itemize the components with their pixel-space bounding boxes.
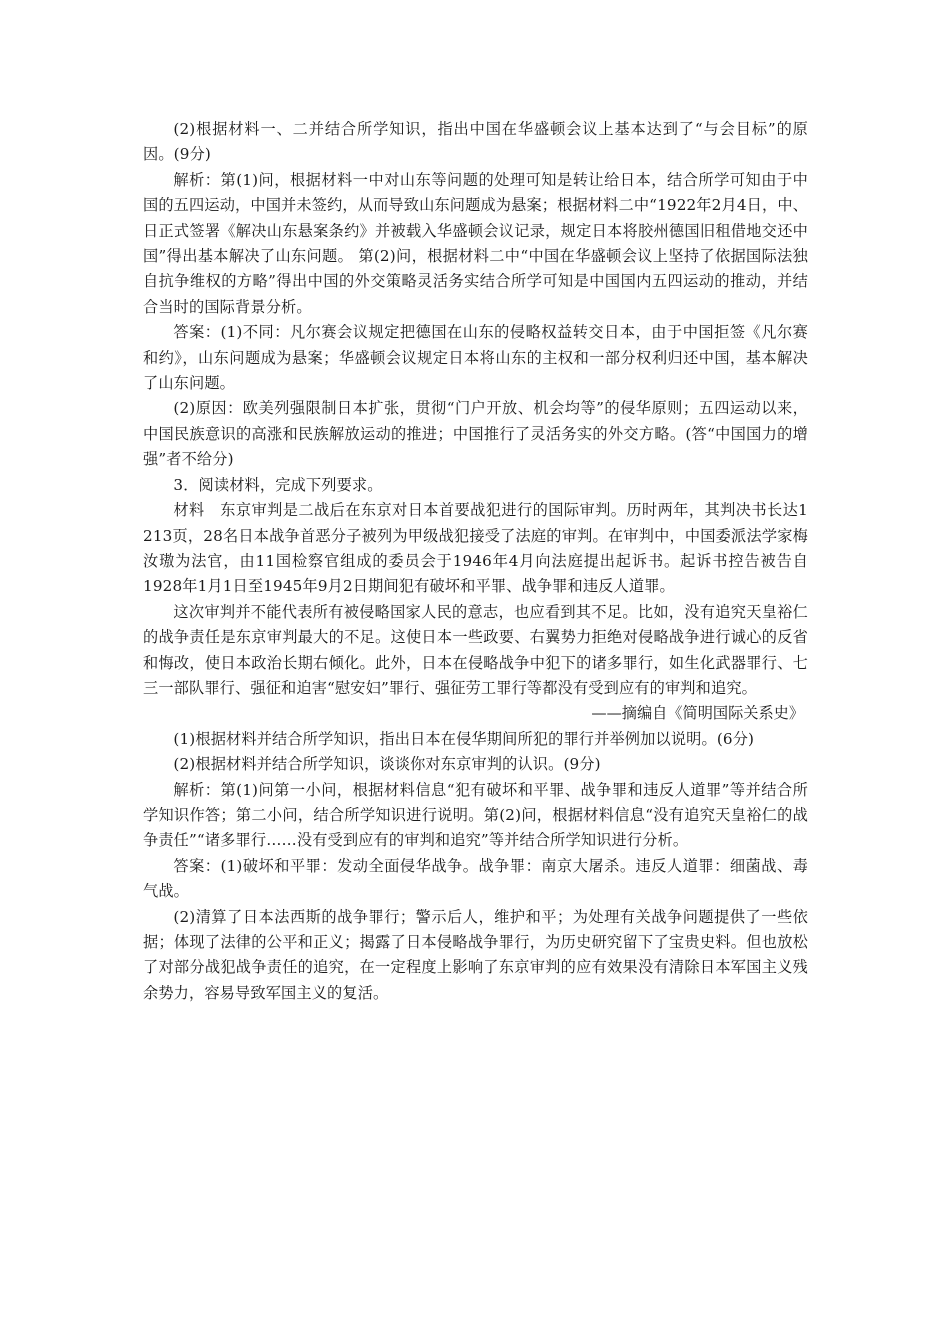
- answer-part-2: (2)原因：欧美列强限制日本扩张，贯彻“门户开放、机会均等”的侵华原则；五四运动以来，中国民族意识的高涨和民族解放运动的推进；中国推行了灵活务实的外交方略。(答“中国国力的增强”者不给分): [143, 399, 808, 469]
- document-page: [143, 117, 808, 1006]
- material-paragraph-2: 这次审判并不能代表所有被侵略国家人民的意志，也应看到其不足。比如，没有追究天皇裕仁的战争责任是东京审判最大的不足。这使日本一些政要、右翼势力拒绝对侵略战争进行诚心的反省和悔改，使日本政治长期右倾化。此外，日本在侵略战争中犯下的诸多罪行，如生化武器罪行、七三一部队罪行、强征和迫害“慰安妇”罪行、强征劳工罪行等都没有受到应有的审判和追究。: [143, 602, 808, 697]
- answer-part-1: 答案：(1)不同：凡尔赛会议规定把德国在山东的侵略权益转交日本，由于中国拒签《凡尔赛和约》，山东问题成为悬案；华盛顿会议规定日本将山东的主权和一部分权利归还中国，基本解决了山东问题。: [143, 323, 808, 393]
- question-3-heading: 3．阅读材料，完成下列要求。: [173, 475, 383, 494]
- question-3-part-2: (2)根据材料并结合所学知识，谈谈你对东京审判的认识。(9分): [173, 755, 601, 774]
- answer-2-part-1: 答案：(1)破坏和平罪：发动全面侵华战争。战争罪：南京大屠杀。违反人道罪：细菌战、毒气战。: [143, 856, 808, 901]
- analysis-paragraph-2: 解析：第(1)问第一小问，根据材料信息“犯有破坏和平罪、战争罪和违反人道罪”等并结合所学知识作答；第二小问，结合所学知识进行说明。第(2)问，根据材料信息“没有追究天皇裕仁的战争责任”“诸多罪行……没有受到应有的审判和追究”等并结合所学知识进行分析。: [143, 780, 808, 850]
- question-3-part-1: (1)根据材料并结合所学知识，指出日本在侵华期间所犯的罪行并举例加以说明。(6分): [173, 729, 755, 748]
- material-paragraph-1: 材料 东京审判是二战后在东京对日本首要战犯进行的国际审判。历时两年，其判决书长达1 213页，28名日本战争首恶分子被列为甲级战犯接受了法庭的审判。在审判中，中国委派法学家梅汝璈为法官，由11国检察官组成的委员会于1946年4月向法庭提出起诉书。起诉书控告被告自1928年1月1日至1945年9月2日期间犯有破坏和平罪、战争罪和违反人道罪。: [143, 501, 808, 596]
- analysis-paragraph: 解析：第(1)问，根据材料一中对山东等问题的处理可知是转让给日本，结合所学可知由于中国的五四运动，中国并未签约，从而导致山东问题成为悬案；根据材料二中“1922年2月4日，中、日正式签署《解决山东悬案条约》并被载入华盛顿会议记录，规定日本将胶州德国旧租借地交还中国”得出基本解决了山东问题。 第(2)问，根据材料二中“中国在华盛顿会议上坚持了依据国际法独自抗争维权的方略”得出中国的外交策略灵活务实结合所学可知是中国国内五四运动的推动，并结合当时的国际背景分析。: [143, 170, 808, 316]
- question-2-prompt: (2)根据材料一、二并结合所学知识，指出中国在华盛顿会议上基本达到了“与会目标”的原因。(9分): [143, 120, 808, 164]
- answer-2-part-2: (2)清算了日本法西斯的战争罪行；警示后人，维护和平；为处理有关战争问题提供了一些依据；体现了法律的公平和正义；揭露了日本侵略战争罪行，为历史研究留下了宝贵史料。但也放松了对部分战犯战争责任的追究，在一定程度上影响了东京审判的应有效果没有清除日本军国主义残余势力，容易导致军国主义的复活。: [143, 907, 808, 1002]
- material-source: ——摘编自《简明国际关系史》: [591, 704, 804, 723]
